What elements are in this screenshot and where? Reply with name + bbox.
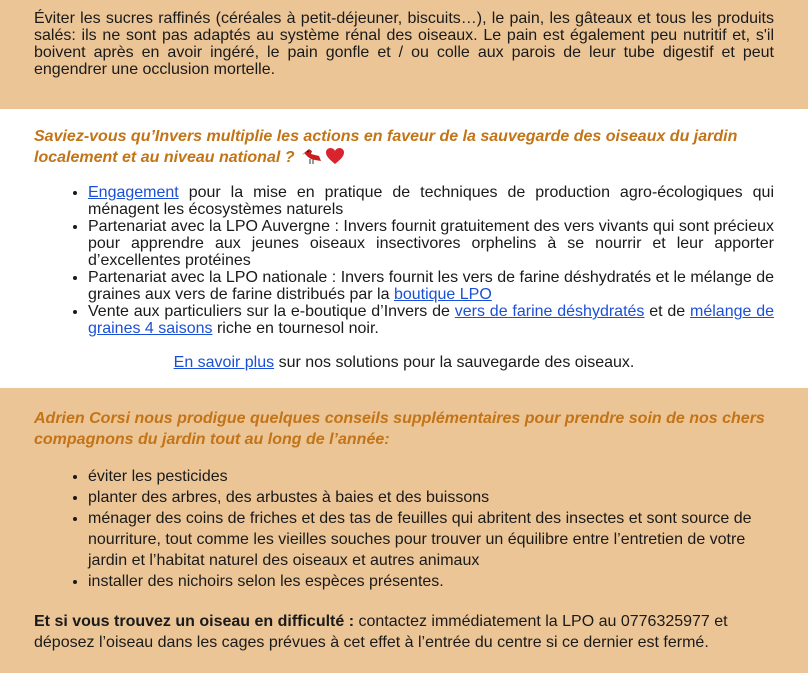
engagement-link[interactable]: Engagement xyxy=(88,184,179,201)
en-savoir-plus-link[interactable]: En savoir plus xyxy=(173,354,275,371)
list-item: • Partenariat avec la LPO nationale : Invers fournit les vers de farine déshydratés et le mélange de graines aux vers de farine distribués par la boutique LPO xyxy=(88,269,774,303)
invers-actions-section xyxy=(0,109,808,388)
learn-more-line: En savoir plus sur nos solutions pour la sauvegarde des oiseaux. xyxy=(173,354,635,371)
tips-list xyxy=(34,466,774,592)
list-item: • ménager des coins de friches et des tas de feuilles qui abritent des insectes et sont source de nourriture, tout comme les vieilles souches pour trouver un équilibre entre l’entretien de votre jardin et l’habitat naturel des oiseaux et autres animaux xyxy=(88,508,774,571)
list-item: • installer des nichoirs selon les espèces présentes. xyxy=(88,571,774,592)
heart-icon xyxy=(325,147,345,171)
tips-section xyxy=(0,388,808,673)
list-item: • Partenariat avec la LPO Auvergne : Invers fournit gratuitement des vers vivants qui sont précieux pour apprendre aux jeunes oiseaux insectivores orphelins à se nourrir et leur apporter d’excellentes protéines xyxy=(88,218,774,269)
list-item: • éviter les pesticides xyxy=(88,466,774,487)
bird-icon xyxy=(302,147,322,171)
list-item: • planter des arbres, des arbustes à baies et des buissons xyxy=(88,487,774,508)
melange-graines-link[interactable]: mélange de graines 4 saisons xyxy=(88,303,775,337)
invers-actions-heading-text: Saviez-vous qu’Invers multiplie les actions en faveur de la sauvegarde des oiseaux du jardin localement et au niveau national ? xyxy=(34,128,738,166)
vers-farine-link[interactable]: vers de farine déshydratés xyxy=(454,303,645,320)
actions-list xyxy=(34,184,774,337)
invers-actions-heading xyxy=(34,126,774,171)
list-item: • Engagement pour la mise en pratique de techniques de production agro-écologiques qui ménagent les écosystèmes naturels xyxy=(88,184,774,218)
bird-in-distress-paragraph: Et si vous trouvez un oiseau en difficulté : contactez immédiatement la LPO au 0776325977 et déposez l’oiseau dans les cages prévues à cet effet à l’entrée du centre si ce dernier est fermé. xyxy=(34,613,728,651)
boutique-lpo-link[interactable]: boutique LPO xyxy=(393,286,492,303)
tips-heading: Adrien Corsi nous prodigue quelques conseils supplémentaires pour prendre soin de nos chers compagnons du jardin tout au long de l’année: xyxy=(34,410,765,448)
list-item: • Vente aux particuliers sur la e-boutique d’Invers de vers de farine déshydratés et de mélange de graines 4 saisons riche en tournesol noir. xyxy=(88,303,774,337)
warning-section xyxy=(0,0,808,109)
distress-bold-label: Et si vous trouvez un oiseau en difficulté : xyxy=(34,613,355,630)
bread-warning-paragraph: Éviter les sucres raffinés (céréales à petit-déjeuner, biscuits…), le pain, les gâteaux et tous les produits salés: ils ne sont pas adaptés au système rénal des oiseaux. Le pain est également peu nutritif et, s'il boivent après en avoir ingéré, le pain gonfle et / ou colle aux parois de leur tube digestif et peut engendrer une occlusion mortelle. xyxy=(34,10,774,78)
